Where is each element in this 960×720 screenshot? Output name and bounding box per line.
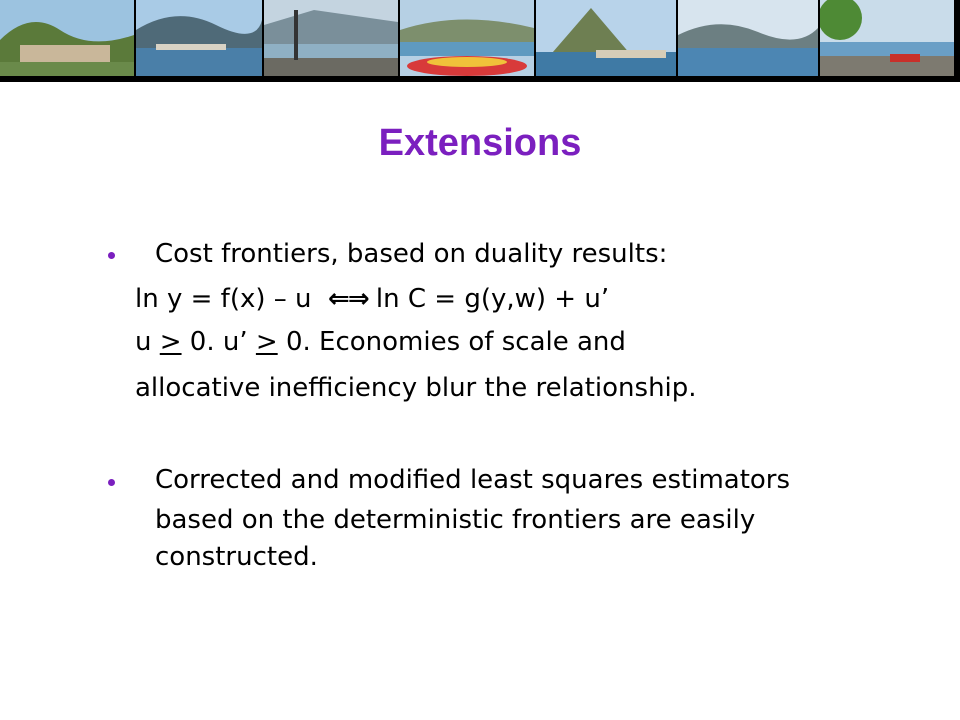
equation-line <box>135 283 609 315</box>
geq-symbol: > <box>159 327 182 357</box>
banner-photo-flower-garden <box>400 0 534 76</box>
geq-symbol: > <box>255 327 278 357</box>
text-segment: 0. u’ <box>181 327 256 357</box>
bullet-text-line: allocative inefficiency blur the relationship. <box>135 373 697 403</box>
bullet-dot-icon <box>108 479 115 486</box>
production-equation: ln y = f(x) – u <box>135 284 312 314</box>
banner-photo-hilltop-town <box>0 0 134 76</box>
bullet-text-line: constructed. <box>155 542 318 572</box>
bullet-text-line: based on the deterministic frontiers are easily <box>155 505 756 535</box>
double-arrow-icon: ⇐⇒ <box>328 284 368 314</box>
bullet-text-line: Corrected and modified least squares estimators <box>155 465 791 495</box>
banner-photo-lake-bay <box>136 0 262 76</box>
banner-photo-mountain-lake-town <box>536 0 676 76</box>
banner-photo-lakeside-promenade-bench <box>820 0 954 76</box>
bullet-text-line: Cost frontiers, based on duality results: <box>155 239 668 269</box>
banner-photo-lakeside-promenade <box>264 0 398 76</box>
slide-title: Extensions <box>378 122 582 164</box>
banner-photo-lake-mountains <box>678 0 818 76</box>
cost-equation: ln C = g(y,w) + u’ <box>375 284 610 314</box>
bullet-dot-icon <box>108 252 115 259</box>
text-segment: u <box>135 327 160 357</box>
text-segment: 0. Economies of scale and <box>277 327 626 357</box>
inequality-line <box>135 326 626 358</box>
photo-banner <box>0 0 960 82</box>
